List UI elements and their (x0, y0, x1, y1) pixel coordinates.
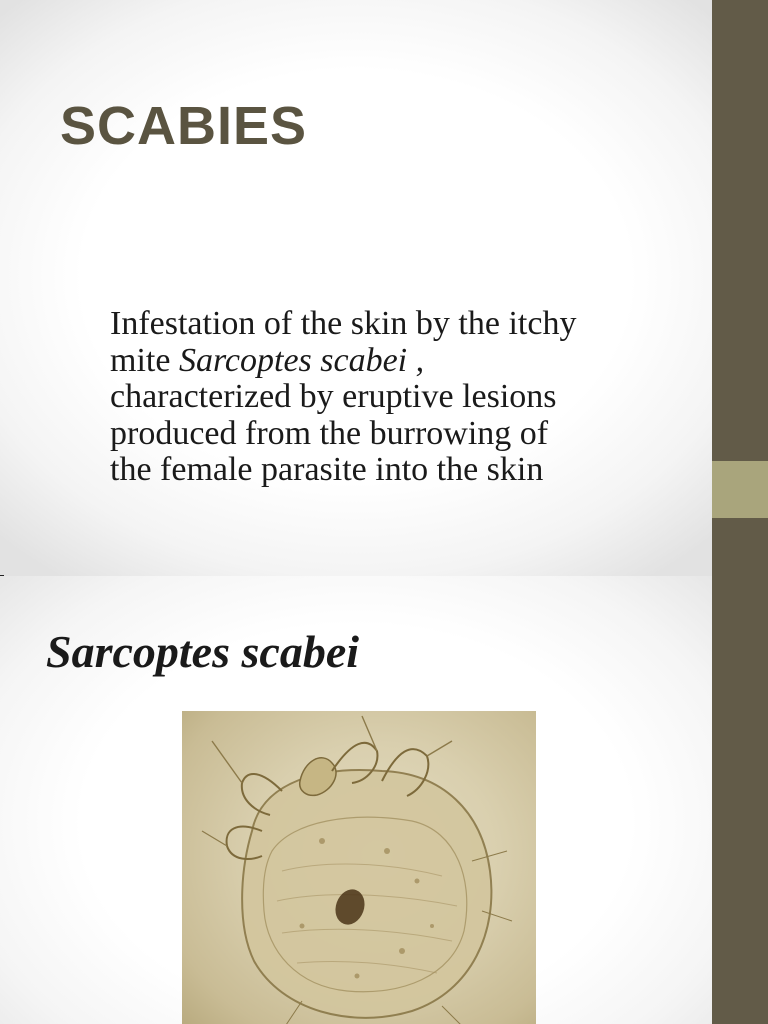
definition-line-3: characterized by eruptive lesions (110, 378, 557, 415)
definition-line-5: the female parasite into the skin (110, 451, 544, 488)
definition-text (110, 306, 670, 489)
slide-sarcoptes-scabei (0, 576, 712, 1024)
slide-title: SCABIES (60, 96, 308, 156)
slide-2-title: Sarcoptes scabei (46, 626, 360, 677)
definition-line-2-prefix: mite (110, 341, 179, 379)
definition-line-4: produced from the burrowing of (110, 414, 549, 452)
mite-illustration (182, 711, 536, 1024)
mite-micrograph-image (182, 711, 536, 1024)
right-sidebar-accent (712, 461, 768, 518)
species-name-italic: Sarcoptes scabei , (178, 341, 425, 379)
definition-line-1: Infestation of the skin by the itchy (110, 305, 577, 342)
